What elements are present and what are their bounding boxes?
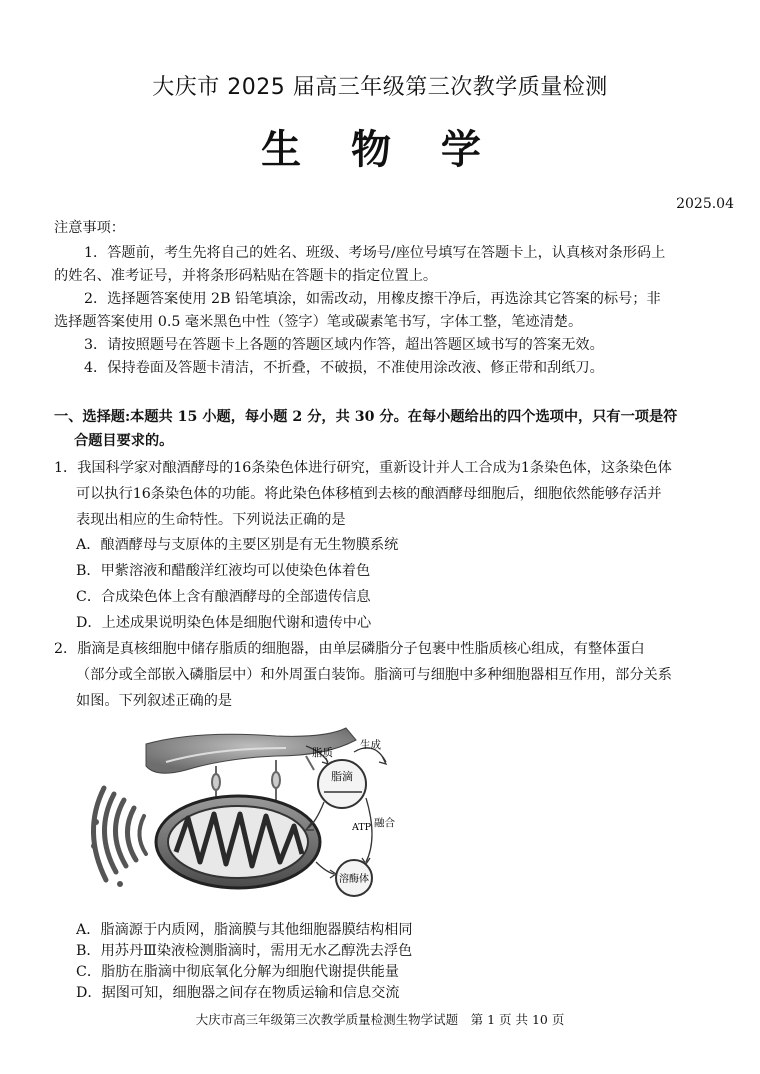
golgi-apparatus bbox=[91, 788, 146, 887]
q1-option-b: B．甲紫溶液和醋酸洋红液均可以使染色体着色 bbox=[76, 563, 371, 579]
q1-option-a: A．酿酒酵母与支原体的主要区别是有无生物膜系统 bbox=[76, 537, 399, 553]
q2-option-b: B．用苏丹Ⅲ染液检测脂滴时，需用无水乙醇洗去浮色 bbox=[76, 943, 413, 959]
label-generate: 生成 bbox=[360, 739, 381, 751]
q1-option-c: C．合成染色体上含有酿酒酵母的全部遗传信息 bbox=[76, 589, 371, 605]
q2-option-c: C．脂肪在脂滴中彻底氧化分解为细胞代谢提供能量 bbox=[76, 964, 399, 980]
section-heading: 一、选择题:本题共 15 小题，每小题 2 分，共 30 分。在每小题给出的四个选项中，只有一项是符 bbox=[54, 409, 678, 425]
label-lipid: 脂质 bbox=[312, 747, 333, 759]
notes-line-4: 4．保持卷面及答题卡清洁，不折叠，不破损，不准使用涂改液、修正带和刮纸刀。 bbox=[84, 360, 604, 376]
label-droplet: 脂滴 bbox=[331, 770, 353, 783]
label-fusion: 融合 bbox=[374, 817, 395, 829]
notes-line-2a: 2．选择题答案使用 2B 铅笔填涂，如需改动，用橡皮擦干净后，再选涂其它答案的标号；非 bbox=[84, 291, 661, 307]
notes-line-3: 3．请按照题号在答题卡上各题的答题区域内作答，超出答题区域书写的答案无效。 bbox=[84, 337, 604, 353]
q1-stem-b: 可以执行16条染色体的功能。将此染色体移植到去核的酿酒酵母细胞后，细胞依然能够存活并 bbox=[76, 486, 662, 502]
notes-title: 注意事项： bbox=[54, 220, 125, 236]
page-footer: 大庆市高三年级第三次教学质量检测生物学试题 第 1 页 共 10 页 bbox=[195, 1012, 565, 1027]
subject-title: 生 物 学 bbox=[261, 127, 499, 173]
lysosome bbox=[336, 860, 372, 896]
label-atp: ATP bbox=[352, 822, 372, 833]
q1-option-d: D．上述成果说明染色体是细胞代谢和遗传中心 bbox=[76, 615, 372, 631]
exam-date: 2025.04 bbox=[676, 196, 734, 212]
exam-title: 大庆市 2025 届高三年级第三次教学质量检测 bbox=[152, 75, 608, 100]
q1-stem-c: 表现出相应的生命特性。下列说法正确的是 bbox=[76, 512, 346, 528]
mitochondrion bbox=[156, 796, 320, 888]
notes-line-2b: 选择题答案使用 0.5 毫米黑色中性（签字）笔或碳素笔书写，字体工整，笔迹清楚。 bbox=[54, 314, 583, 330]
notes-line-1a: 1．答题前，考生先将自己的姓名、班级、考场号/座位号填写在答题卡上，认真核对条形码上 bbox=[84, 245, 666, 261]
q2-stem-c: 如图。下列叙述正确的是 bbox=[76, 693, 233, 709]
q2-option-d: D．据图可知，细胞器之间存在物质运输和信息交流 bbox=[76, 985, 400, 1001]
label-lysosome: 溶酶体 bbox=[339, 874, 369, 885]
q2-stem-b: （部分或全部嵌入磷脂层中）和外周蛋白装饰。脂滴可与细胞中多种细胞器相互作用，部分关系 bbox=[76, 667, 672, 683]
q1-stem-a: 1．我国科学家对酿酒酵母的16条染色体进行研究，重新设计并人工合成为1条染色体，这条染色体 bbox=[54, 460, 672, 476]
organelle-interaction-figure bbox=[76, 722, 416, 912]
q2-option-a: A．脂滴源于内质网，脂滴膜与其他细胞器膜结构相同 bbox=[76, 922, 413, 938]
lipid-droplet bbox=[318, 760, 366, 808]
q2-stem-a: 2．脂滴是真核细胞中储存脂质的细胞器，由单层磷脂分子包裹中性脂质核心组成，有整体蛋白 bbox=[54, 641, 645, 657]
notes-line-1b: 的姓名、准考证号，并将条形码粘贴在答题卡的指定位置上。 bbox=[54, 268, 438, 284]
section-heading-cont: 合题目要求的。 bbox=[74, 433, 174, 449]
